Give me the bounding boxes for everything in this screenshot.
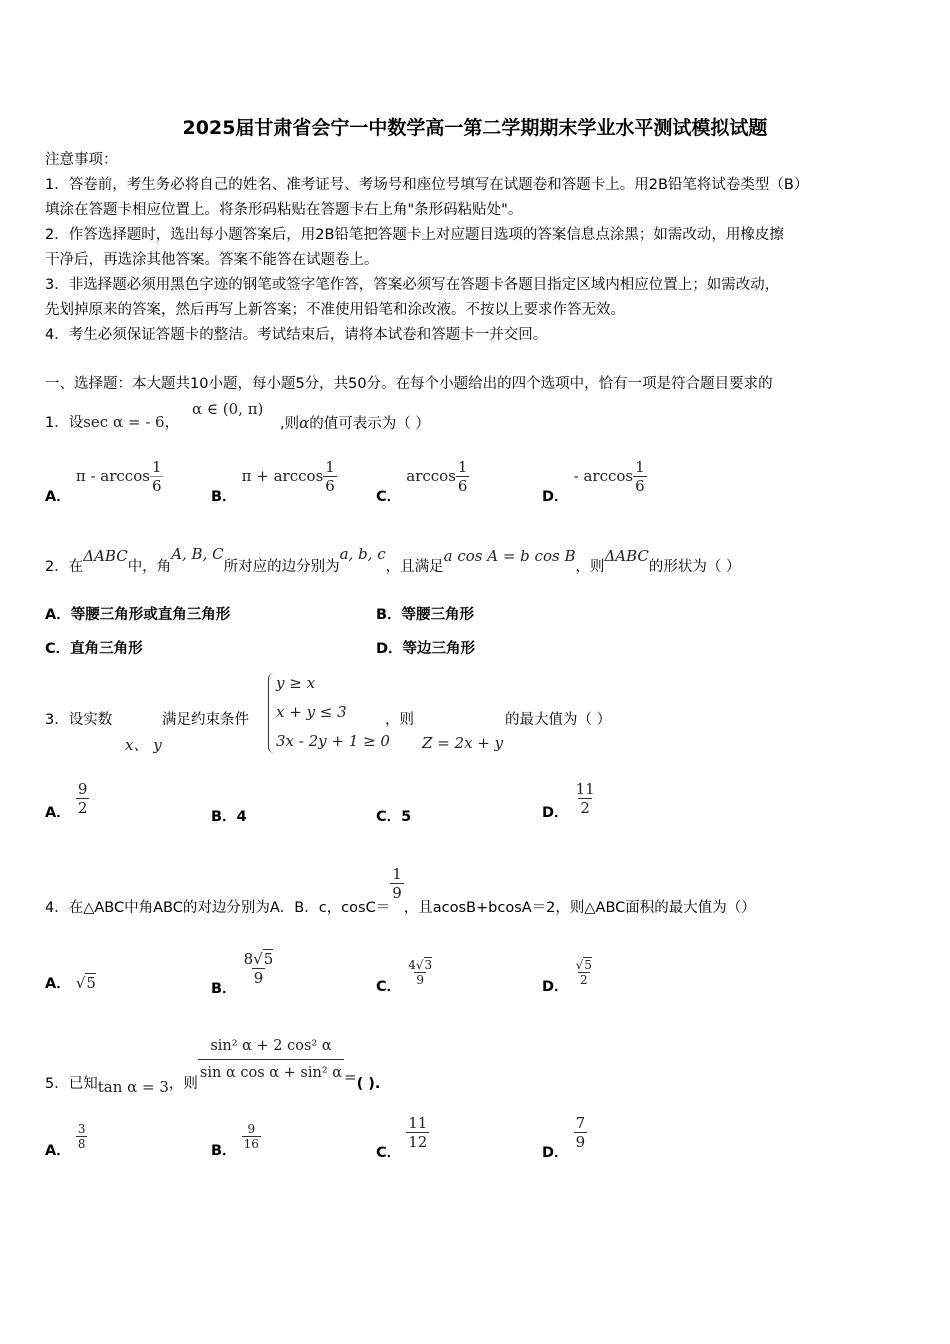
notice-item-2-line-2: 干净后，再选涂其他答案。答案不能答在试题卷上。 — [45, 252, 379, 268]
coefficient: 8 — [243, 950, 254, 968]
q1-option-a-label: A． — [45, 489, 71, 505]
q2-angles: A, B, C — [171, 545, 224, 563]
fraction-numerator: sin² α + 2 cos² α — [210, 1038, 332, 1054]
fraction-numerator: 1 — [325, 458, 335, 476]
fraction-denominator: 2 — [77, 799, 88, 817]
q1-option-a-expr: π - arccos — [75, 467, 150, 485]
q1-option-a[interactable] — [45, 458, 163, 505]
q4-cos-fraction — [390, 865, 404, 902]
q5-option-d[interactable] — [542, 1114, 587, 1161]
fraction-numerator: 7 — [575, 1114, 586, 1132]
notice-item-4: 4．考生必须保证答题卡的整洁。考试结束后，请将本试卷和答题卡一并交回。 — [45, 327, 548, 343]
q3-objective: Z = 2x + y — [422, 734, 504, 752]
q5-tan-condition: tan α = 3 — [97, 1077, 169, 1096]
q3-option-a[interactable] — [45, 780, 89, 821]
notice-heading: 注意事项： — [45, 152, 118, 168]
fraction-denominator: 2 — [579, 973, 588, 987]
q1-tail — [280, 412, 430, 433]
q4-option-c[interactable] — [376, 958, 434, 995]
q1-option-c-fraction — [456, 458, 470, 495]
q4-text-post: ，且acosB+bcosA＝2，则△ABC面积的最大值为（） — [403, 899, 756, 916]
fraction-denominator: 9 — [416, 973, 425, 987]
q2-option-d[interactable]: D．等边三角形 — [376, 641, 476, 657]
q1-option-b-label: B． — [211, 489, 237, 505]
fraction-denominator: 6 — [325, 477, 335, 495]
fraction-numerator: 9 — [247, 1122, 256, 1136]
notice-item-2-line-1: 2．作答选择题时，选出每小题答案后，用2B铅笔把答题卡上对应题目选项的答案信息点涂黑；如需改动，用橡皮擦 — [45, 227, 784, 243]
q3-option-c-label: C． — [376, 809, 402, 825]
q3-text-3: 的最大值为（ ） — [505, 712, 612, 728]
q1-option-d-fraction — [633, 458, 647, 495]
fraction-denominator: 9 — [392, 884, 402, 902]
q1-sec-expression: sec α = - 6 — [83, 413, 165, 431]
q5-option-c-label: C． — [376, 1145, 402, 1161]
fraction-numerator: 1 — [635, 458, 645, 476]
q4-option-a[interactable] — [45, 972, 96, 993]
q5-equals: = — [344, 1067, 357, 1086]
q1-option-c[interactable] — [376, 458, 469, 505]
q1-option-d[interactable] — [542, 458, 647, 505]
notice-item-3-line-2: 先划掉原来的答案，然后再写上新答案；不准使用铅笔和涂改液。不按以上要求作答无效。 — [45, 302, 625, 318]
q1-option-c-label: C． — [376, 489, 402, 505]
q5-option-b-fraction — [242, 1122, 261, 1151]
q3-option-a-label: A． — [45, 805, 71, 821]
q3-option-c-value: 5 — [401, 809, 412, 825]
q2-option-a[interactable]: A．等腰三角形或直角三角形 — [45, 607, 231, 623]
page-title: 2025届甘肃省会宁一中数学高一第二学期期末学业水平测试模拟试题 — [182, 117, 768, 139]
question-5 — [45, 1033, 381, 1096]
q5-fraction — [198, 1033, 344, 1086]
q2-condition: a cos A = b cos B — [443, 547, 576, 565]
q4-option-c-label: C． — [376, 979, 402, 995]
q3-option-c[interactable] — [376, 805, 411, 826]
q3-constraint-2: x + y ≤ 3 — [276, 703, 347, 721]
q1-option-d-expr: - arccos — [573, 467, 634, 485]
q1-option-b[interactable] — [211, 458, 337, 505]
fraction-numerator: 4√3 — [408, 958, 433, 972]
q1-option-a-fraction — [150, 458, 164, 495]
q1-then: ,则 — [280, 416, 300, 432]
notice-item-3-line-1: 3．非选择题必须用黑色字迹的钢笔或签字笔作答，答案必须写在答题卡各题目指定区域内相应位置上；如需改动， — [45, 277, 780, 293]
q3-constraint-3: 3x - 2y + 1 ≥ 0 — [276, 732, 390, 750]
question-2 — [45, 545, 741, 580]
q5-option-d-label: D． — [542, 1145, 569, 1161]
radicand: 3 — [424, 958, 433, 972]
q4-option-b[interactable] — [211, 950, 275, 997]
q3-option-d-label: D． — [542, 805, 569, 821]
fraction-denominator: 2 — [580, 799, 590, 817]
q5-text-1: ，则 — [168, 1075, 198, 1092]
fraction-numerator: 8√5 — [243, 950, 274, 968]
fraction-denominator: 9 — [575, 1133, 586, 1151]
fraction-denominator: 8 — [77, 1137, 86, 1151]
fraction-numerator: 9 — [77, 780, 88, 798]
question-4 — [45, 865, 756, 916]
notice-item-1-line-1: 1．答卷前，考生务必将自己的姓名、准考证号、考场号和座位号填写在试题卷和答题卡上。用2B铅笔将试卷类型（B） — [45, 177, 809, 193]
q1-option-d-label: D． — [542, 489, 569, 505]
q4-option-b-fraction — [242, 950, 276, 987]
q1-number: 1．设 — [45, 415, 84, 431]
q2-triangle-2: ΔABC — [604, 547, 649, 565]
q1-option-c-expr: arccos — [406, 467, 456, 485]
q2-text-4: ，则 — [575, 559, 605, 575]
q5-option-a[interactable] — [45, 1122, 87, 1159]
q5-option-a-fraction — [76, 1122, 88, 1151]
q4-option-d-label: D． — [542, 979, 569, 995]
q5-option-c[interactable] — [376, 1114, 429, 1161]
fraction-denominator: 9 — [253, 969, 264, 987]
q1-option-b-fraction — [323, 458, 337, 495]
fraction-denominator: 6 — [151, 477, 162, 495]
fraction-numerator: 11 — [575, 780, 595, 798]
fraction-numerator: 1 — [392, 865, 402, 883]
q5-option-c-fraction — [406, 1114, 429, 1151]
q3-number: 3．设实数 — [45, 712, 113, 728]
q5-number: 5．已知 — [45, 1075, 98, 1092]
radicand: 5 — [584, 958, 592, 972]
q2-text-1: 中，角 — [127, 559, 172, 575]
fraction-denominator: 6 — [457, 477, 468, 495]
q3-option-d[interactable] — [542, 780, 597, 821]
q2-option-c[interactable]: C．直角三角形 — [45, 641, 143, 657]
q5-answer-blank: ( ). — [356, 1075, 381, 1092]
q2-triangle: ΔABC — [83, 547, 128, 565]
q1-question-tail: 的值可表示为（ ） — [309, 416, 430, 432]
q4-option-d[interactable] — [542, 958, 594, 995]
q2-option-b[interactable]: B．等腰三角形 — [376, 607, 475, 623]
q2-text-3: ，且满足 — [385, 559, 444, 575]
q2-sides: a, b, c — [339, 545, 386, 563]
q4-option-a-root: √5 — [75, 974, 96, 992]
radicand: 5 — [263, 950, 274, 968]
q1-comma: ， — [164, 415, 180, 431]
q4-option-a-label: A． — [45, 976, 71, 992]
q2-text-5: 的形状为（ ） — [648, 559, 741, 575]
fraction-numerator: √5 — [575, 958, 592, 972]
fraction-numerator: 1 — [151, 458, 162, 476]
notice-item-1-line-2: 填涂在答题卡相应位置上。将条形码粘贴在答题卡右上角"条形码粘贴处"。 — [45, 202, 523, 218]
fraction-denominator: sin α cos α + sin² α — [198, 1059, 344, 1086]
q4-option-b-label: B． — [211, 981, 237, 997]
q3-option-a-fraction — [76, 780, 90, 817]
question-1 — [45, 408, 179, 437]
q5-option-a-label: A． — [45, 1143, 71, 1159]
q2-text-2: 所对应的边分别为 — [223, 559, 340, 575]
q2-number: 2．在 — [45, 559, 84, 575]
q3-text-2: ，则 — [385, 712, 414, 728]
fraction-denominator: 16 — [243, 1137, 259, 1151]
q3-option-d-fraction — [574, 780, 597, 817]
fraction-denominator: 6 — [635, 477, 645, 495]
q5-option-b[interactable] — [211, 1122, 261, 1159]
section-heading: 一、选择题：本大题共10小题，每小题5分，共50分。在每个小题给出的四个选项中，恰有一项是符合题目要求的 — [45, 376, 773, 392]
fraction-numerator: 3 — [77, 1122, 86, 1136]
q3-constraint-brace — [268, 673, 275, 753]
q3-option-b[interactable] — [211, 805, 247, 826]
q3-variables: x、 y — [125, 736, 162, 754]
q4-option-d-fraction — [574, 958, 594, 987]
q3-option-b-value: 4 — [236, 809, 247, 825]
q4-option-c-fraction — [406, 958, 434, 987]
q5-option-b-label: B． — [211, 1143, 237, 1159]
q1-alpha: α — [299, 414, 310, 432]
q3-constraint-1: y ≥ x — [276, 674, 316, 692]
q4-text-pre: 4．在△ABC中角ABC的对边分别为A．B．c，cosC＝ — [45, 899, 391, 916]
fraction-denominator: 12 — [408, 1133, 428, 1151]
q1-option-b-expr: π + arccos — [241, 467, 324, 485]
q3-text-1: 满足约束条件 — [162, 712, 249, 728]
coefficient: 4 — [408, 958, 416, 972]
q3-option-b-label: B． — [211, 809, 237, 825]
fraction-numerator: 11 — [408, 1114, 428, 1132]
radicand: 5 — [86, 974, 96, 992]
fraction-numerator: 1 — [457, 458, 468, 476]
q5-option-d-fraction — [574, 1114, 588, 1151]
q1-domain: α ∈ (0, π) — [192, 400, 264, 418]
